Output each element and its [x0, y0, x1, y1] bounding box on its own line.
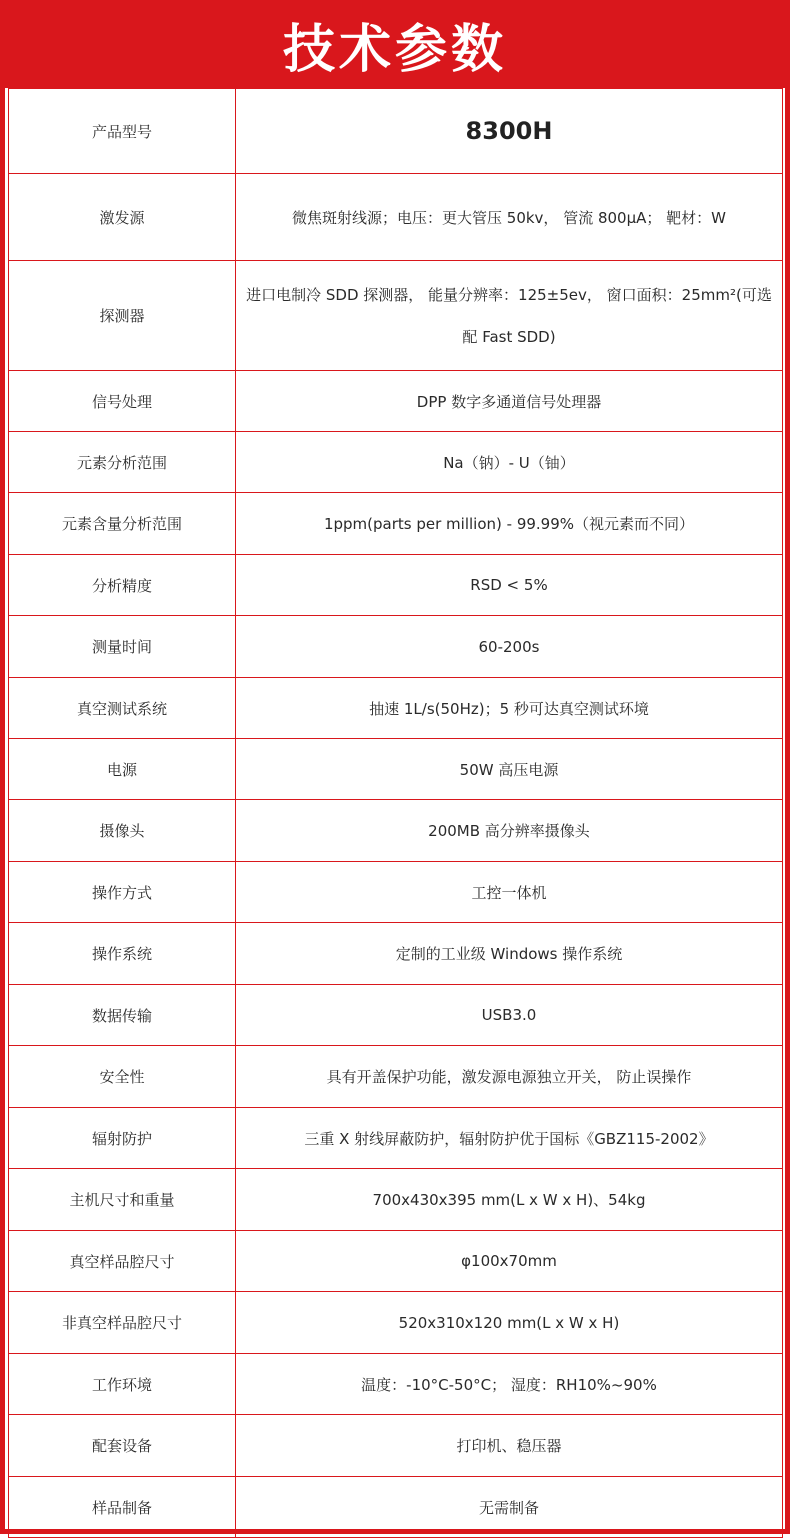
- spec-label: 样品制备: [9, 1477, 236, 1538]
- spec-label: 数据传输: [9, 985, 236, 1046]
- spec-value: 打印机、稳压器: [236, 1415, 783, 1477]
- table-row: [9, 555, 783, 616]
- spec-label: 摄像头: [9, 800, 236, 862]
- spec-value: 温度：-10°C-50°C； 湿度：RH10%~90%: [236, 1354, 783, 1415]
- table-row: [9, 739, 783, 800]
- spec-label: 激发源: [9, 174, 236, 261]
- spec-label: 配套设备: [9, 1415, 236, 1477]
- spec-value: 进口电制冷 SDD 探测器， 能量分辨率：125±5ev， 窗口面积：25mm²(可选配 Fast SDD): [236, 261, 783, 371]
- table-row: [9, 1169, 783, 1231]
- spec-label: 工作环境: [9, 1354, 236, 1415]
- spec-value: DPP 数字多通道信号处理器: [236, 371, 783, 432]
- spec-label: 真空样品腔尺寸: [9, 1231, 236, 1292]
- spec-value: 抽速 1L/s(50Hz)；5 秒可达真空测试环境: [236, 678, 783, 739]
- spec-value: 200MB 高分辨率摄像头: [236, 800, 783, 862]
- spec-value: 定制的工业级 Windows 操作系统: [236, 923, 783, 985]
- table-row: [9, 1415, 783, 1477]
- spec-label: 主机尺寸和重量: [9, 1169, 236, 1231]
- spec-value: 无需制备: [236, 1477, 783, 1538]
- spec-value: 微焦斑射线源；电压：更大管压 50kv， 管流 800μA； 靶材：W: [236, 174, 783, 261]
- spec-label: 电源: [9, 739, 236, 800]
- spec-value: 700x430x395 mm(L x W x H)、54kg: [236, 1169, 783, 1231]
- spec-label: 操作方式: [9, 862, 236, 923]
- spec-label: 元素分析范围: [9, 432, 236, 493]
- header-banner: [0, 0, 790, 88]
- table-row: [9, 174, 783, 261]
- spec-label: 安全性: [9, 1046, 236, 1108]
- spec-label: 分析精度: [9, 555, 236, 616]
- table-row: [9, 1354, 783, 1415]
- spec-label: 元素含量分析范围: [9, 493, 236, 555]
- spec-label: 非真空样品腔尺寸: [9, 1292, 236, 1354]
- spec-label: 测量时间: [9, 616, 236, 678]
- spec-value: 8300H: [236, 89, 783, 174]
- spec-label: 信号处理: [9, 371, 236, 432]
- table-row: [9, 616, 783, 678]
- table-row: [9, 1292, 783, 1354]
- spec-value: 工控一体机: [236, 862, 783, 923]
- table-row: [9, 1108, 783, 1169]
- table-row: [9, 923, 783, 985]
- spec-value: 60-200s: [236, 616, 783, 678]
- spec-value: RSD < 5%: [236, 555, 783, 616]
- table-row: [9, 985, 783, 1046]
- spec-value: 三重 X 射线屏蔽防护，辐射防护优于国标《GBZ115-2002》: [236, 1108, 783, 1169]
- bottom-border: [0, 1529, 790, 1534]
- table-row: [9, 89, 783, 174]
- spec-value: Na（钠）- U（铀）: [236, 432, 783, 493]
- spec-label: 探测器: [9, 261, 236, 371]
- spec-value: 50W 高压电源: [236, 739, 783, 800]
- table-row: [9, 800, 783, 862]
- table-row: [9, 493, 783, 555]
- spec-label: 辐射防护: [9, 1108, 236, 1169]
- spec-table: [8, 88, 783, 1538]
- spec-label: 操作系统: [9, 923, 236, 985]
- page-title: 技术参数: [282, 19, 507, 80]
- table-row: [9, 862, 783, 923]
- spec-value: φ100x70mm: [236, 1231, 783, 1292]
- spec-value: 1ppm(parts per million) - 99.99%（视元素而不同）: [236, 493, 783, 555]
- spec-frame: [0, 88, 790, 1534]
- spec-label: 真空测试系统: [9, 678, 236, 739]
- spec-label: 产品型号: [9, 89, 236, 174]
- table-row: [9, 432, 783, 493]
- spec-value: USB3.0: [236, 985, 783, 1046]
- spec-value: 具有开盖保护功能，激发源电源独立开关， 防止误操作: [236, 1046, 783, 1108]
- table-row: [9, 1046, 783, 1108]
- table-row: [9, 1231, 783, 1292]
- table-row: [9, 261, 783, 371]
- spec-value: 520x310x120 mm(L x W x H): [236, 1292, 783, 1354]
- table-row: [9, 371, 783, 432]
- table-row: [9, 678, 783, 739]
